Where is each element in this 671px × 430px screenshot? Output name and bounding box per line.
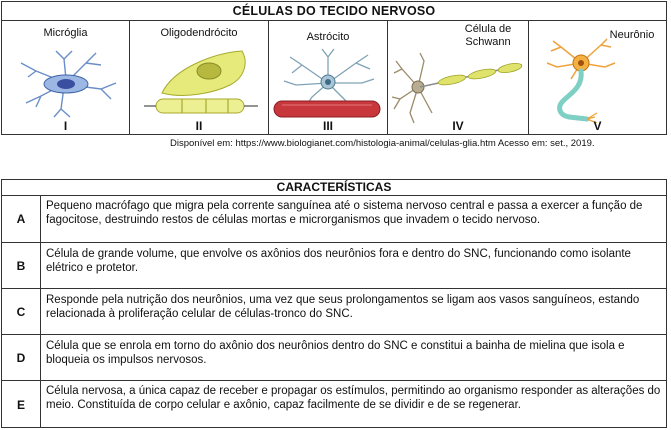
table-row-B — [2, 243, 666, 289]
row-description: Pequeno macrófago que migra pela corrente sanguínea até o sistema nervoso central e passa a exercer a função de fagocitose, destruindo restos de células mortas e microrganismos que invadem o tecido nervoso. — [46, 200, 643, 226]
characteristics-title: CARACTERÍSTICAS — [2, 180, 666, 196]
row-description: Célula de grande volume, que envolve os axônios dos neurônios fora e dentro do SNC, funcionando como isolante elétrico e protetor. — [46, 248, 631, 274]
characteristics-table — [1, 179, 667, 428]
cell-name-oligodendrocyte: Oligodendrócito — [160, 27, 238, 39]
cell-microglia — [2, 21, 130, 135]
numeral-II: II — [195, 119, 203, 133]
cells-row — [2, 21, 666, 135]
cell-name-neuron: Neurônio — [609, 29, 655, 41]
table-row-E — [2, 381, 666, 428]
oligodendrocyte-illustration — [134, 43, 264, 125]
neuron-illustration — [541, 37, 651, 123]
table-row-A — [2, 196, 666, 243]
numeral-I: I — [63, 119, 68, 133]
table-row-D — [2, 335, 666, 381]
figure-title: CÉLULAS DO TECIDO NERVOSO — [2, 2, 666, 21]
cell-name-microglia: Micróglia — [43, 27, 88, 39]
row-description: Célula que se enrola em torno do axônio dos neurônios dentro do SNC e constitui a bainha de mielina que isola e bloqueia os impulsos nervosos. — [46, 340, 625, 366]
cell-neuron — [529, 21, 666, 135]
cell-name-schwann: Célula de Schwann — [464, 23, 512, 48]
row-description: Célula nervosa, a única capaz de receber e propagar os estímulos, permitindo ao organismo responder as alterações do meio. Constituída de corpo celular e axônio, capaz facilmente de se dividir e de se regenerar. — [46, 385, 661, 411]
cell-schwann — [388, 21, 529, 135]
row-letter: B — [2, 243, 41, 288]
cells-figure-table — [1, 1, 667, 135]
numeral-IV: IV — [452, 119, 464, 133]
figure-source: Disponível em: https://www.biologianet.com/histologia-animal/celulas-glia.htm Acesso em: set., 2019. — [170, 138, 595, 149]
cell-name-astrocyte: Astrócito — [306, 31, 350, 43]
table-row-C — [2, 289, 666, 335]
schwann-cell-illustration — [390, 47, 526, 127]
numeral-V: V — [593, 119, 602, 133]
row-letter: E — [2, 381, 41, 428]
microglia-illustration — [6, 41, 126, 121]
row-letter: C — [2, 289, 41, 334]
row-letter: D — [2, 335, 41, 380]
row-description: Responde pela nutrição dos neurônios, uma vez que seus prolongamentos se ligam aos vasos sanguíneos, estando relacionada à proliferação celular de células-tronco do SNC. — [46, 294, 640, 320]
astrocyte-illustration — [272, 45, 384, 121]
cell-astrocyte — [269, 21, 388, 135]
cell-oligodendrocyte — [130, 21, 269, 135]
numeral-III: III — [322, 119, 333, 133]
row-letter: A — [2, 196, 41, 242]
